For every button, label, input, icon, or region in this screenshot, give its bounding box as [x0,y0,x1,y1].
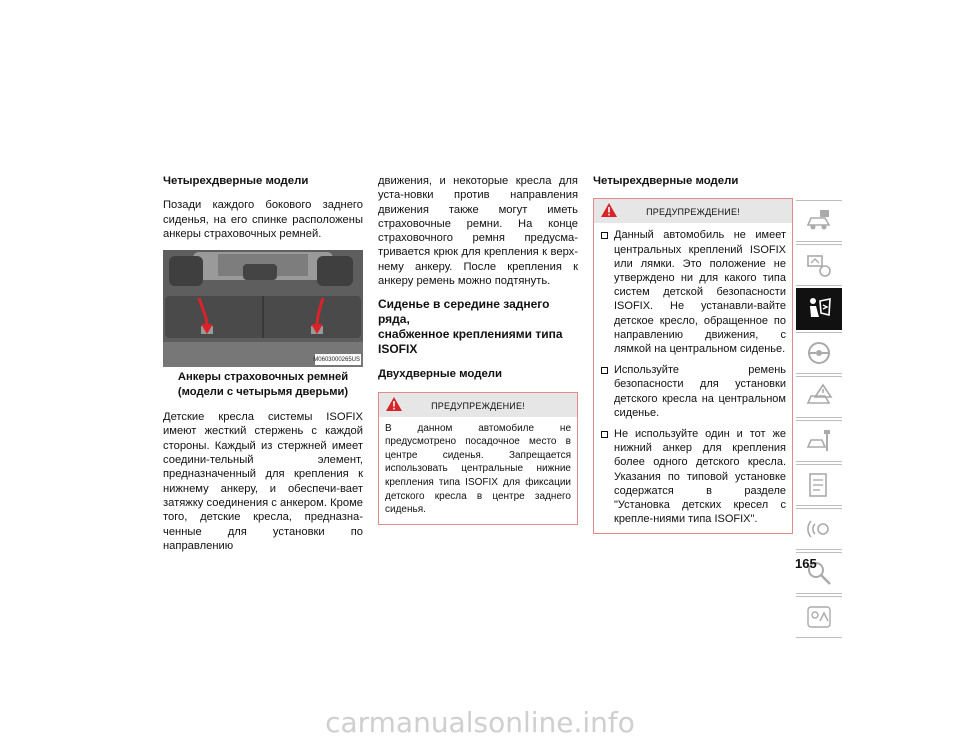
page-number: 165 [795,556,817,571]
list-item [600,228,786,356]
list-item-text: Данный автомобиль не имеет центральных креплений ISOFIX или лямки. Это положение не утверждено ни для какого типа систем детской безопасности ISOFIX. Не устанавли-вайте детское кресло, обращенное по направлению движения, с лямкой на центральном сиденье. [614,229,786,355]
caption-line: Анкеры страховочных ремней [177,371,349,384]
section-heading [378,297,578,357]
bullet-square-icon [601,431,608,438]
warning-box [593,198,793,534]
service-icon [805,427,833,455]
tab-language[interactable] [796,596,842,638]
list-item [600,427,786,526]
chapter-tabs [796,200,842,640]
warning-list [600,228,786,526]
paragraph: Позади каждого бокового заднего сиденья, на его спинке расположены анкеры страховочных ремней. [163,199,363,240]
tether-anchor-photo [163,250,363,367]
section-heading: Четырехдверные модели [163,175,309,187]
tab-specs[interactable] [796,464,842,506]
list-item [600,363,786,420]
image-caption [163,370,363,399]
tab-safety[interactable] [796,288,842,330]
column-right [593,174,793,534]
language-icon [805,603,833,631]
heading-line: ISOFIX [378,342,418,357]
image-code: M0603000265US [313,357,360,364]
specs-icon [805,471,833,499]
paragraph: Детские кресла системы ISOFIX имеют жесткий стержень с каждой стороны. Каждый из стержней имеет соедини-тельный элемент, предназначенный для крепления к нижнему анкеру, и обеспечи-вает затяжку соединения с анкером. Кроме того, детские кресла, предназна-ченные для установки по направлению [163,411,363,552]
subheading: Двухдверные модели [378,368,503,381]
tab-multimedia[interactable] [796,508,842,550]
dashboard-icon [805,251,833,279]
watermark: carmanualsonline.info [325,706,635,739]
list-item-text: Не используйте один и тот же нижний анкер для крепления более одного детского кресла. Указания по типовой установке содержатся в разделе "Установка детских кресел с крепле-ниями типа ISOFIX". [614,427,786,526]
heading-line: Сиденье в середине заднего ряда, [378,297,550,327]
steering-wheel-icon [805,339,833,367]
tab-car-info[interactable] [796,200,842,242]
tab-dashboard[interactable] [796,244,842,286]
airbag-safety-icon [805,295,833,323]
paragraph: движения, и некоторые кресла для уста-новки против направления движения также могут иметь страховочные ремни. На конце страховочного ремня предусма-тривается крюк для крепления к верх-нему анкеру. После крепления к анкеру ремень можно подтянуть. [378,175,578,288]
warning-list-container [594,223,792,533]
warning-title: ПРЕДУПРЕЖДЕНИЕ! [431,400,525,411]
column-left [163,174,363,562]
tab-service[interactable] [796,420,842,462]
warning-header [379,393,577,417]
bullet-square-icon [601,232,608,239]
list-item-text: Используйте ремень безопасности для установки детского кресла на центральном сиденье. [614,364,786,419]
section-heading: Четырехдверные модели [593,175,739,187]
caption-line: (модели с четырьмя дверьми) [177,385,349,398]
warning-text: В данном автомобиле не предусмотрено посадочное место в центре сиденья. Запрещается использовать центральные нижние крепления типа ISOFIX для фиксации детского кресла в центре заднего сиденья. [385,422,571,516]
car-info-icon [805,207,833,235]
bullet-square-icon [601,367,608,374]
warning-title: ПРЕДУПРЕЖДЕНИЕ! [646,207,740,218]
multimedia-icon [805,515,833,543]
warning-header [594,199,792,223]
column-middle [378,174,578,525]
tab-emergency[interactable] [796,376,842,418]
heading-line: снабженное креплениями типа [378,327,563,342]
warning-lights-icon [805,383,833,411]
tab-driving[interactable] [796,332,842,374]
warning-box [378,392,578,525]
